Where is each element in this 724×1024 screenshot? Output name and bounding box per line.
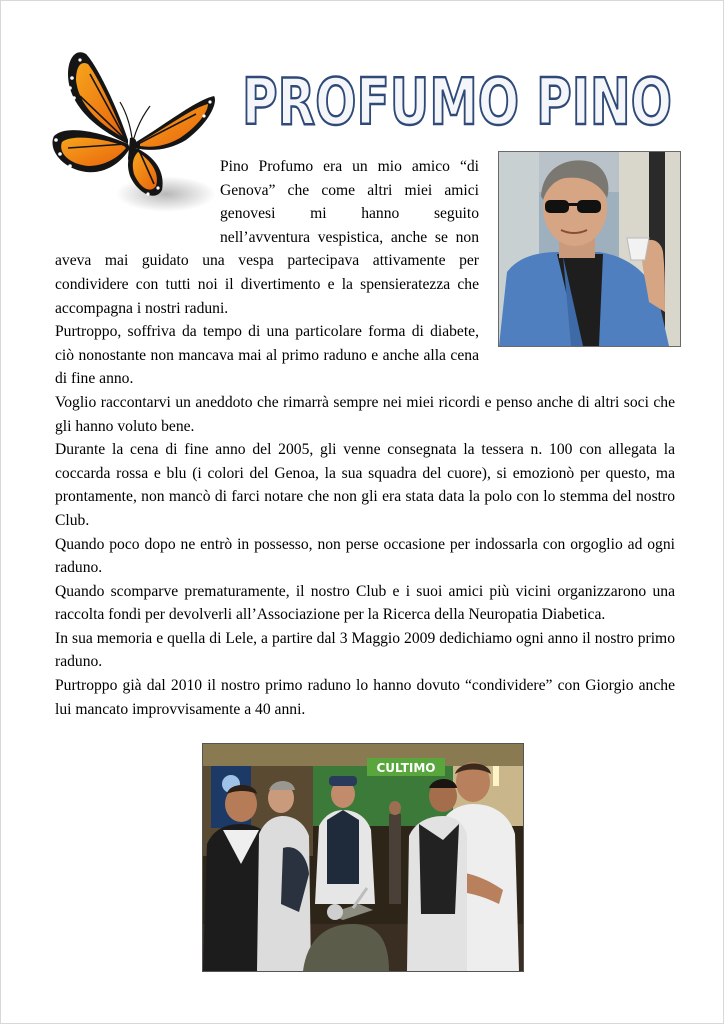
paragraph: Purtroppo già dal 2010 il nostro primo raduno lo hanno dovuto “condividere” con Giorgio anche lui mancato improvvisamente a 40 anni.	[55, 677, 675, 718]
page-title	[232, 54, 682, 140]
paragraph: Quando scomparve prematuramente, il nostro Club e i suoi amici più vicini organizzarono una raccolta fondi per devolverli all’Associazione per la Ricerca della Neuropatia Diabetica.	[55, 582, 675, 624]
paragraph: Quando poco dopo ne entrò in possesso, non perse occasione per indossarla con orgoglio ad ogni raduno.	[55, 535, 675, 577]
paragraph: In sua memoria e quella di Lele, a partire dal 3 Maggio 2009 dedichiamo ogni anno il nostro primo raduno.	[55, 629, 675, 671]
paragraph: Durante la cena di fine anno del 2005, gli venne consegnata la tessera n. 100 con allegata la coccarda rossa e blu (i colori del Genoa, la sua squadra del cuore), si emozionò per questo, ma prontamente, non mancò di farci notare che non gli era stata data la polo con lo stemma del nostro Club.	[55, 441, 675, 529]
paragraph-text: Pino Profumo era un mio amico “di Genova” che come altri miei amici genovesi mi hanno seguito nell’avventura vespistica, anche se non aveva mai guidato una vespa partecipava attivamente per condividere con tutti noi il divertimento e la spensieratezza che accompagna i nostri raduni.	[55, 158, 479, 317]
group-photo	[202, 743, 524, 972]
paragraph: Purtroppo, soffriva da tempo di una particolare forma di diabete, ciò nonostante non mancava mai al primo raduno e anche alla cena di fine anno.	[55, 323, 479, 388]
article-body	[55, 155, 675, 721]
shop-sign: CULTIMO	[376, 761, 436, 775]
butterfly-spacer	[55, 155, 220, 249]
page-title-text: PROFUMO PINO	[242, 66, 672, 140]
paragraph: Voglio raccontarvi un aneddoto che rimarrà sempre nei miei ricordi e penso anche di altri soci che gli hanno voluto bene.	[55, 393, 675, 435]
photo-spacer	[479, 155, 675, 345]
